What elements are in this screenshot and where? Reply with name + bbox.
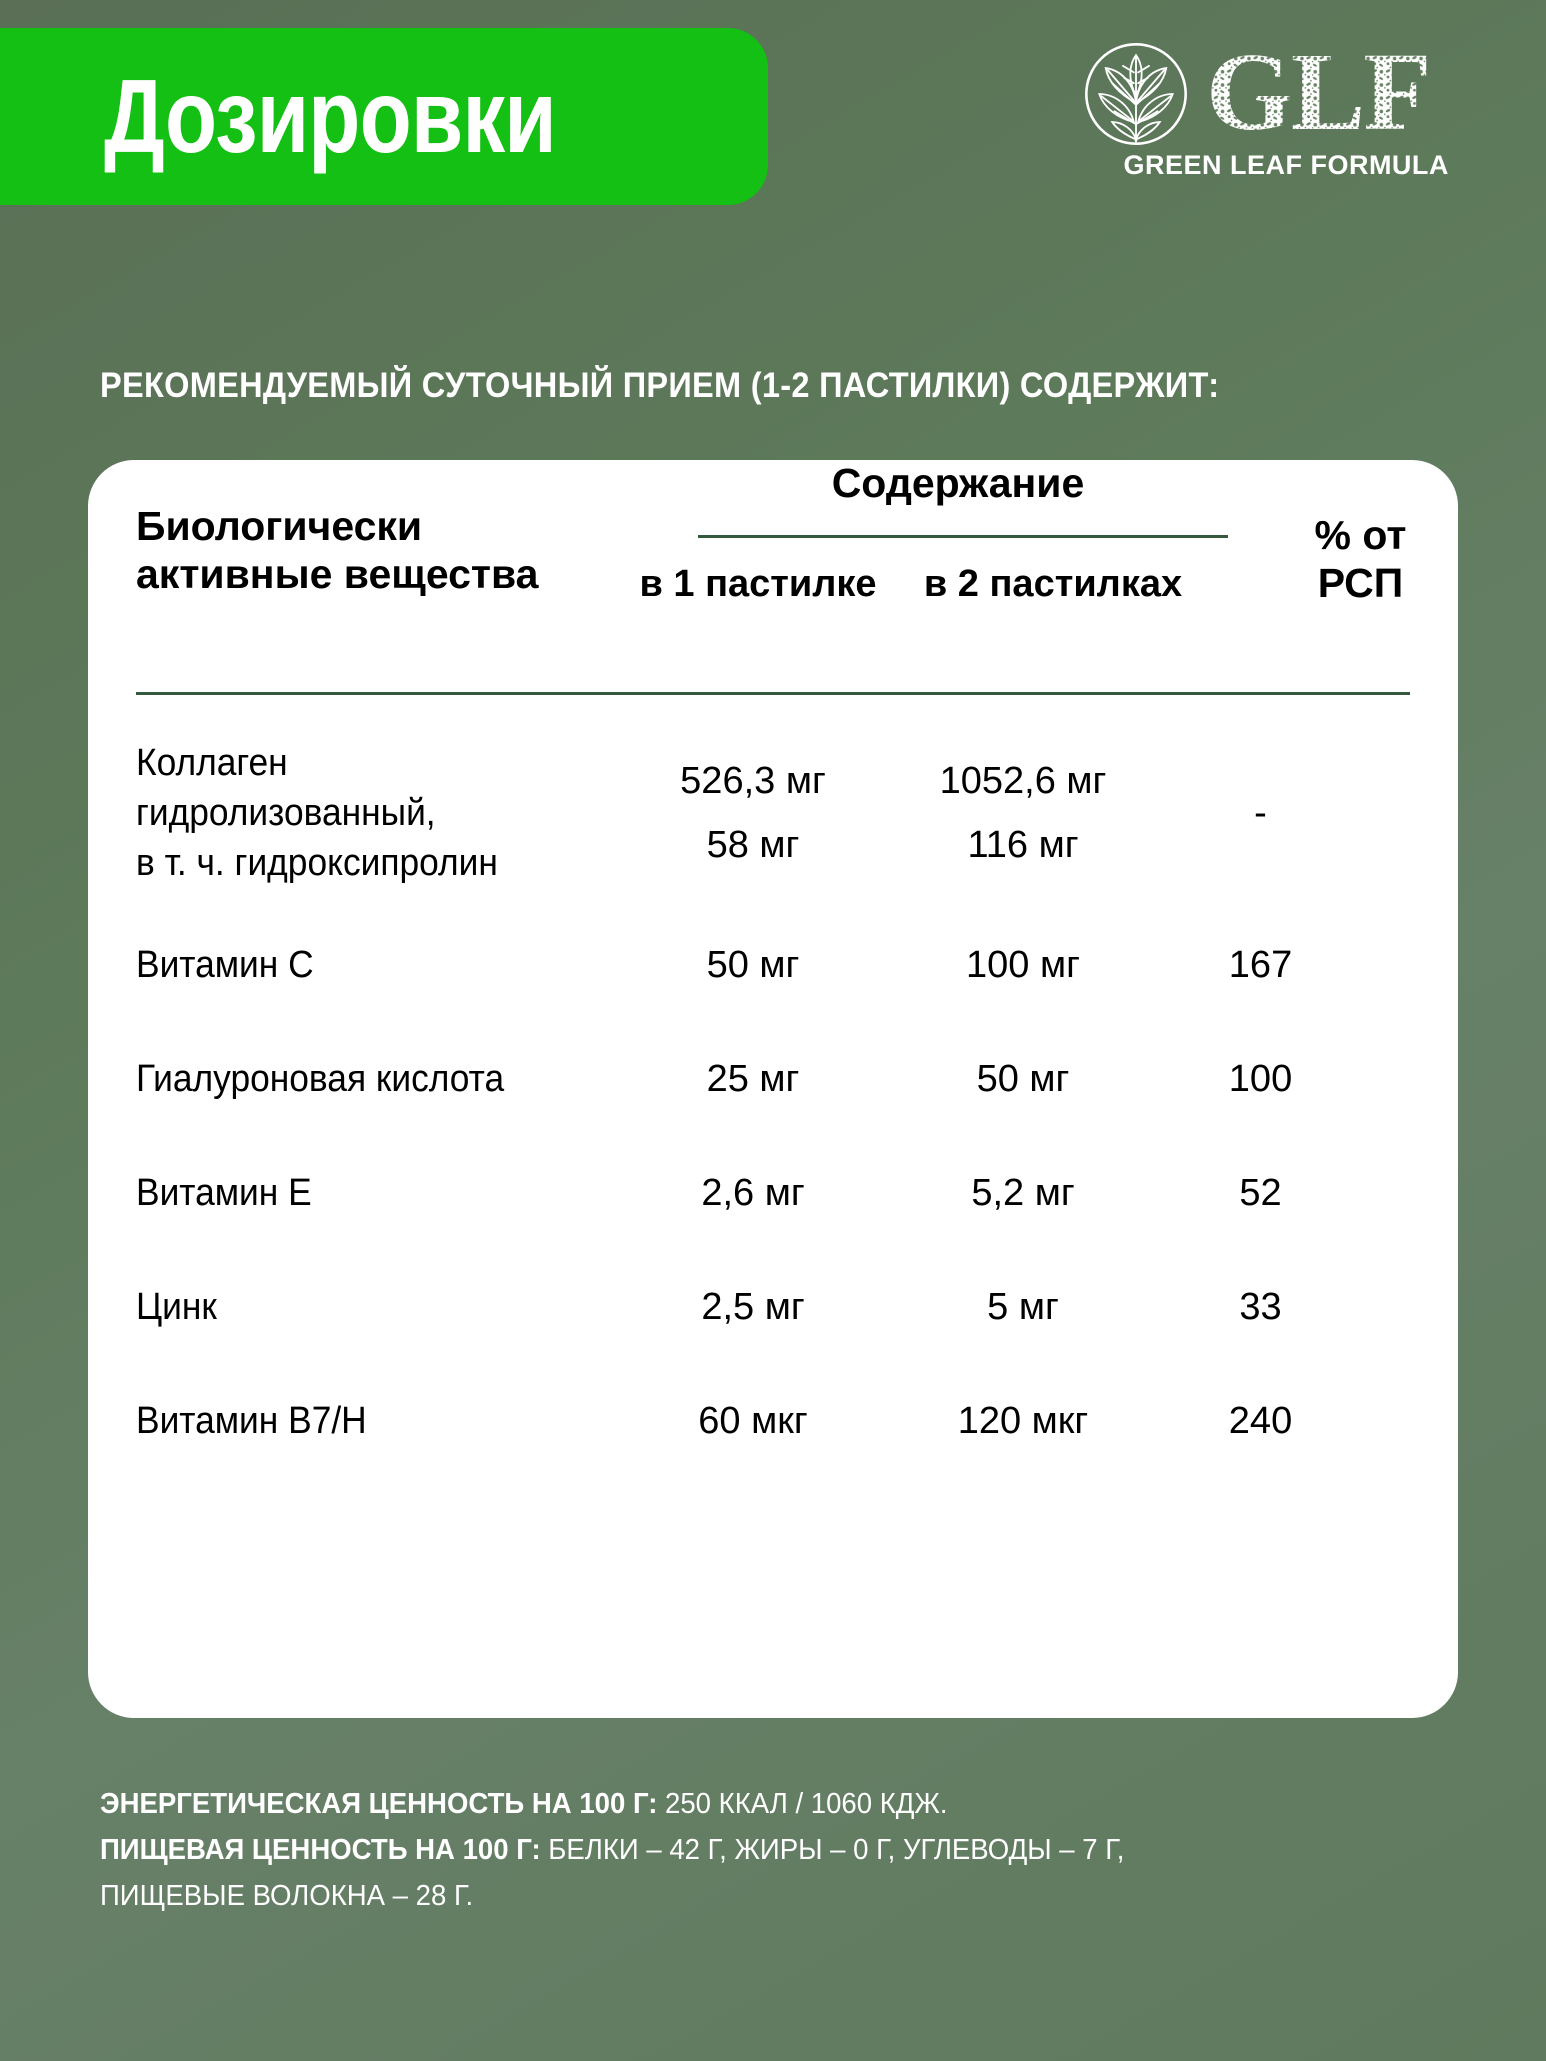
header-divider <box>136 692 1410 695</box>
cell-per-two: 5,2 мг <box>971 1171 1075 1214</box>
table-row <box>88 1136 1458 1250</box>
cell-percent-rsp: 33 <box>1239 1285 1282 1328</box>
cell-per-one: 2,5 мг <box>701 1285 805 1328</box>
content-group-divider <box>698 535 1228 538</box>
cell-substance-name: Витамин Е <box>136 1171 312 1214</box>
brand-logo <box>1082 40 1490 181</box>
cell-per-one <box>628 762 878 864</box>
cell-substance-name: Витамин С <box>136 943 314 986</box>
cell-per-one: 50 мг <box>706 943 800 986</box>
table-row <box>88 718 1458 908</box>
nutrition-value: БЕЛКИ – 42 Г, ЖИРЫ – 0 Г, УГЛЕВОДЫ – 7 Г, <box>548 1833 1125 1866</box>
collagen-v1-hydroxyproline: 58 мг <box>706 824 800 866</box>
logo-letters-glf <box>1206 42 1490 146</box>
cell-substance-name <box>136 738 594 888</box>
energy-value: 250 ККАЛ / 1060 КДЖ. <box>665 1788 948 1820</box>
cell-per-two: 5 мг <box>987 1285 1059 1328</box>
cell-substance-name: Цинк <box>136 1285 217 1328</box>
page-header <box>0 0 1546 240</box>
cell-percent-rsp: 52 <box>1239 1171 1282 1214</box>
energy-label: ЭНЕРГЕТИЧЕСКАЯ ЦЕННОСТЬ НА 100 Г: <box>100 1788 658 1820</box>
table-row <box>88 1364 1458 1478</box>
cell-percent-rsp: - <box>1254 791 1267 834</box>
table-row <box>88 908 1458 1022</box>
table-row <box>88 1022 1458 1136</box>
cell-substance-name: Гиалуроновая кислота <box>136 1057 505 1100</box>
column-header-percent-rsp: % от РСП <box>1314 512 1407 606</box>
cell-per-two: 120 мкг <box>957 1399 1089 1442</box>
cell-percent-rsp: 167 <box>1228 943 1293 986</box>
nutrition-line <box>100 1828 1373 1874</box>
leaf-circle-icon <box>1082 40 1190 148</box>
cell-percent-rsp: 100 <box>1228 1057 1293 1100</box>
column-header-content-group: Содержание <box>831 460 1085 506</box>
daily-intake-subtitle: РЕКОМЕНДУЕМЫЙ СУТОЧНЫЙ ПРИЕМ (1-2 ПАСТИЛКИ) СОДЕРЖИТ: <box>100 366 1220 405</box>
collagen-name-line1: Коллаген <box>136 741 288 784</box>
fiber-line <box>100 1874 1373 1920</box>
svg-text:GLF: GLF <box>1206 42 1431 146</box>
nutrition-footer <box>100 1782 1373 1919</box>
table-header <box>88 460 1458 695</box>
column-header-per-one: в 1 пастилке <box>639 563 877 605</box>
title-banner <box>0 28 768 205</box>
fiber-value: ПИЩЕВЫЕ ВОЛОКНА – 28 Г. <box>100 1879 474 1912</box>
collagen-v2-hydroxyproline: 116 мг <box>967 824 1079 866</box>
cell-per-two <box>878 762 1168 864</box>
cell-per-one: 2,6 мг <box>701 1171 805 1214</box>
energy-line <box>100 1782 1373 1828</box>
dosage-table-card <box>88 460 1458 1718</box>
collagen-name-line3: в т. ч. гидроксипролин <box>136 842 498 885</box>
nutrition-label: ПИЩЕВАЯ ЦЕННОСТЬ НА 100 Г: <box>100 1833 541 1866</box>
page-title: Дозировки <box>104 58 556 175</box>
column-header-per-two: в 2 пастилках <box>923 563 1183 605</box>
cell-percent-rsp: 240 <box>1228 1399 1293 1442</box>
collagen-v2-total: 1052,6 мг <box>939 760 1107 802</box>
cell-substance-name: Витамин В7/Н <box>136 1399 367 1442</box>
table-row <box>88 1250 1458 1364</box>
cell-per-one: 25 мг <box>706 1057 800 1100</box>
cell-per-one: 60 мкг <box>698 1399 808 1442</box>
collagen-name-line2: гидролизованный, <box>136 791 436 834</box>
collagen-v1-total: 526,3 мг <box>680 760 826 802</box>
table-body <box>88 718 1458 1478</box>
logo-row <box>1082 40 1490 148</box>
logo-tagline: GREEN LEAF FORMULA <box>1123 150 1449 180</box>
cell-per-two: 100 мг <box>966 943 1080 986</box>
column-header-substances: Биологически активные вещества <box>136 503 539 598</box>
cell-per-two: 50 мг <box>976 1057 1070 1100</box>
